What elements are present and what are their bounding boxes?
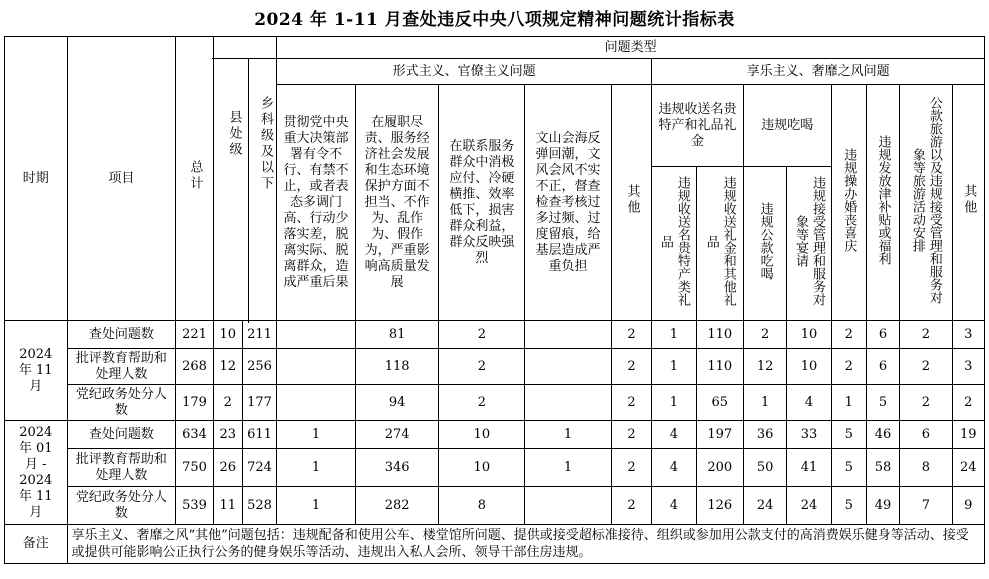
header-gift1: 违规收送名贵特产类礼品	[652, 167, 696, 321]
cell-eat2: 10	[787, 321, 831, 349]
row-item: 党纪政务处分人数	[67, 487, 176, 525]
header-eat-group: 违规吃喝	[743, 85, 831, 167]
cell-f-other: 2	[611, 449, 651, 487]
cell-travel: 8	[900, 449, 952, 487]
period-cell: 2024 年 11 月	[5, 321, 68, 421]
cell-f3: 2	[439, 385, 525, 421]
header-wedding: 违规操办婚丧喜庆	[831, 85, 866, 321]
cell-f4: 1	[525, 449, 612, 487]
cell-county: 2	[213, 385, 242, 421]
remark-label: 备注	[5, 525, 68, 564]
cell-gift2: 126	[696, 487, 743, 525]
row-item: 批评教育帮助和处理人数	[67, 349, 176, 385]
cell-f2: 81	[355, 321, 439, 349]
cell-gift2: 110	[696, 349, 743, 385]
cell-h-other: 3	[952, 349, 984, 385]
cell-township: 177	[242, 385, 276, 421]
table-row	[5, 487, 985, 525]
table-row	[5, 449, 985, 487]
cell-gift1: 1	[652, 321, 696, 349]
cell-total: 539	[176, 487, 213, 525]
cell-gift1: 4	[652, 487, 696, 525]
header-eat2: 违规接受管理和服务对象等宴请	[787, 167, 831, 321]
cell-total: 179	[176, 385, 213, 421]
table-row	[5, 321, 985, 349]
cell-county: 11	[213, 487, 242, 525]
cell-f-other: 2	[611, 385, 651, 421]
cell-gift2: 110	[696, 321, 743, 349]
remark-text: 享乐主义、奢靡之风“其他”问题包括：违规配备和使用公车、楼堂馆所问题、提供或接受超标准接待、组织或参加用公款支付的高消费娱乐健身等活动、接受或提供可能影响公正执行公务的健身娱乐等活动、违规出入私人会所、领导干部住房违规。	[67, 525, 985, 564]
cell-travel: 6	[900, 421, 952, 449]
period-cell: 2024 年 01 月 - 2024 年 11 月	[5, 421, 68, 525]
cell-h-other: 24	[952, 449, 984, 487]
cell-eat1: 2	[743, 321, 786, 349]
cell-f4: 1	[525, 421, 612, 449]
cell-f-other: 2	[611, 349, 651, 385]
cell-f2: 274	[355, 421, 439, 449]
header-item: 项目	[67, 37, 176, 321]
cell-wedding: 5	[831, 487, 866, 525]
cell-wedding: 5	[831, 449, 866, 487]
header-f4: 文山会海反弹回潮，文风会风不实不正，督查检查考核过多过频、过度留痕，给基层造成严重负担	[525, 85, 612, 321]
cell-total: 268	[176, 349, 213, 385]
header-gift-group: 违规收送名贵特产和礼品礼金	[652, 85, 744, 167]
cell-f1	[277, 321, 356, 349]
cell-f2: 282	[355, 487, 439, 525]
cell-h-other: 3	[952, 321, 984, 349]
header-period: 时期	[5, 37, 68, 321]
header-county-level-label: 县处级	[226, 110, 242, 158]
cell-f2: 118	[355, 349, 439, 385]
header-f2: 在履职尽责、服务经济社会发展和生态环境保护方面不担当、不作为、乱作为、假作为，严重影响高质量发展	[355, 85, 439, 321]
cell-f4	[525, 349, 612, 385]
remark-row	[5, 525, 985, 564]
cell-gift1: 4	[652, 421, 696, 449]
cell-eat1: 12	[743, 349, 786, 385]
cell-f1	[277, 385, 356, 421]
cell-eat1: 36	[743, 421, 786, 449]
cell-travel: 2	[900, 349, 952, 385]
cell-h-other: 19	[952, 421, 984, 449]
table-title: 2024 年 1-11 月查处违反中央八项规定精神问题统计指标表	[254, 10, 735, 30]
cell-allowance: 5	[866, 385, 899, 421]
cell-h-other: 2	[952, 385, 984, 421]
cell-h-other: 9	[952, 487, 984, 525]
cell-f1: 1	[277, 421, 356, 449]
header-allowance: 违规发放津补贴或福利	[866, 85, 899, 321]
header-eat1: 违规公款吃喝	[743, 167, 786, 321]
cell-total: 634	[176, 421, 213, 449]
cell-township: 211	[242, 321, 276, 349]
cell-travel: 2	[900, 385, 952, 421]
cell-f4	[525, 321, 612, 349]
cell-f3: 2	[439, 321, 525, 349]
cell-gift2: 65	[696, 385, 743, 421]
cell-allowance: 58	[866, 449, 899, 487]
cell-county: 26	[213, 449, 242, 487]
cell-gift1: 1	[652, 385, 696, 421]
cell-travel: 7	[900, 487, 952, 525]
table-row	[5, 385, 985, 421]
header-f1: 贯彻党中央重大决策部署有令不行、有禁不止，或者表态多调门高、行动少落实差，脱离实际、脱离群众，造成严重后果	[277, 85, 356, 321]
cell-wedding: 2	[831, 349, 866, 385]
cell-gift1: 4	[652, 449, 696, 487]
cell-allowance: 6	[866, 349, 899, 385]
cell-f3: 2	[439, 349, 525, 385]
table-row	[5, 421, 985, 449]
cell-f3: 10	[439, 449, 525, 487]
table-row	[5, 349, 985, 385]
cell-f-other: 2	[611, 421, 651, 449]
cell-f4	[525, 487, 612, 525]
cell-allowance: 49	[866, 487, 899, 525]
cell-eat2: 33	[787, 421, 831, 449]
cell-eat1: 24	[743, 487, 786, 525]
cell-eat1: 1	[743, 385, 786, 421]
cell-county: 12	[213, 349, 242, 385]
cell-township: 528	[242, 487, 276, 525]
header-f3: 在联系服务群众中消极应付、冷硬横推、效率低下，损害群众利益，群众反映强烈	[439, 85, 525, 321]
cell-f1	[277, 349, 356, 385]
cell-wedding: 5	[831, 421, 866, 449]
cell-f4	[525, 385, 612, 421]
cell-gift2: 197	[696, 421, 743, 449]
cell-wedding: 1	[831, 385, 866, 421]
cell-township: 611	[242, 421, 276, 449]
cell-eat2: 10	[787, 349, 831, 385]
header-formalism-group: 形式主义、官僚主义问题	[277, 59, 652, 85]
cell-travel: 2	[900, 321, 952, 349]
cell-f-other: 2	[611, 487, 651, 525]
header-total: 总计	[176, 37, 213, 321]
row-item: 党纪政务处分人数	[67, 385, 176, 421]
cell-wedding: 2	[831, 321, 866, 349]
header-h-other: 其他	[952, 85, 984, 321]
header-gift2: 违规收送礼金和其他礼品	[696, 167, 743, 321]
row-item: 查处问题数	[67, 321, 176, 349]
cell-eat2: 4	[787, 385, 831, 421]
cell-eat2: 41	[787, 449, 831, 487]
cell-allowance: 46	[866, 421, 899, 449]
header-f-other: 其他	[611, 85, 651, 321]
cell-f3: 8	[439, 487, 525, 525]
cell-total: 750	[176, 449, 213, 487]
cell-f2: 94	[355, 385, 439, 421]
header-county-divider	[248, 59, 249, 323]
cell-allowance: 6	[866, 321, 899, 349]
header-hedonism-group: 享乐主义、奢靡之风问题	[652, 59, 985, 85]
cell-f1: 1	[277, 487, 356, 525]
cell-total: 221	[176, 321, 213, 349]
header-county-top-line	[212, 58, 283, 59]
header-township-label: 乡科级及以下	[258, 96, 273, 192]
cell-township: 724	[242, 449, 276, 487]
cell-township: 256	[242, 349, 276, 385]
cell-f-other: 2	[611, 321, 651, 349]
cell-county: 10	[213, 321, 242, 349]
header-problem-type: 问题类型	[277, 37, 985, 59]
cell-gift1: 1	[652, 349, 696, 385]
cell-county: 23	[213, 421, 242, 449]
statistics-table	[4, 36, 985, 564]
cell-gift2: 200	[696, 449, 743, 487]
row-item: 查处问题数	[67, 421, 176, 449]
cell-f1: 1	[277, 449, 356, 487]
cell-f2: 346	[355, 449, 439, 487]
cell-eat1: 50	[743, 449, 786, 487]
cell-f3: 10	[439, 421, 525, 449]
header-travel: 公款旅游以及违规接受管理和服务对象等旅游活动安排	[900, 85, 952, 321]
cell-eat2: 24	[787, 487, 831, 525]
row-item: 批评教育帮助和处理人数	[67, 449, 176, 487]
